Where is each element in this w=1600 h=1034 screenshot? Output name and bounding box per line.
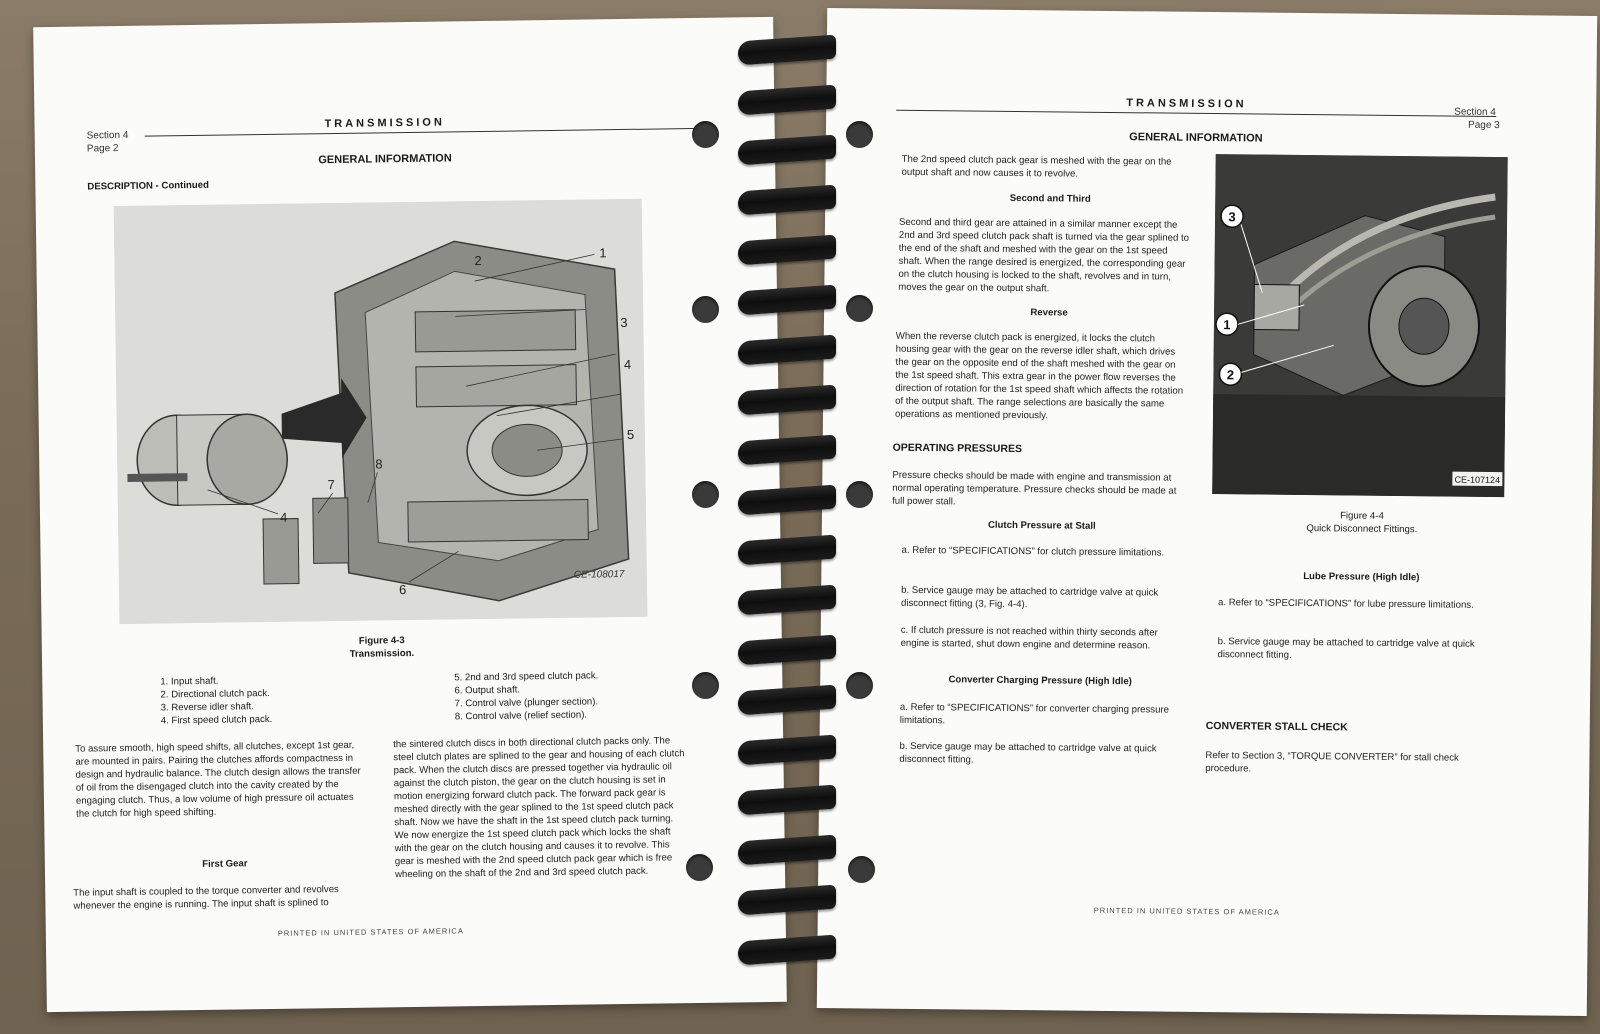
binding-coil (738, 688, 836, 712)
footer: PRINTED IN UNITED STATES OF AMERICA (1093, 905, 1280, 917)
paragraph-reverse: When the reverse clutch pack is energized, it locks the clutch housing gear with the gear on the reverse idler shaft, which drives the gear on the opposite end of the shaft meshed with the gear on the 1st speed shaft. This extra gear in the power flow reverses the direction of rotation for the 1st speed shaft which affects the rotation of the output shaft. The range selections are basically the same operations as mentioned previously. (894, 330, 1184, 422)
punch-hole (692, 672, 719, 699)
photo-code: CE-107124 (1454, 474, 1501, 486)
callout-1: 1 (599, 245, 607, 261)
transmission-illustration (114, 199, 648, 624)
stall-check-text: Refer to Section 3, “TORQUE CONVERTER” for stall check procedure. (1205, 749, 1459, 775)
callout-4b: 4 (279, 509, 288, 525)
header-title: TRANSMISSION (1126, 97, 1247, 111)
operating-pressures-heading: OPERATING PRESSURES (892, 441, 1023, 456)
binding-coil (738, 638, 836, 662)
punch-hole (846, 295, 873, 322)
figure-title: Quick Disconnect Fittings. (1306, 523, 1418, 536)
figure-title: Transmission. (349, 647, 415, 660)
photo-callout-2: 2 (1226, 367, 1235, 383)
lube-item-b: b. Service gauge may be attached to cartridge valve at quick disconnect fitting. (1217, 636, 1475, 661)
clutch-stall-heading: Clutch Pressure at Stall (987, 519, 1096, 532)
page-number: Page 3 (1468, 119, 1500, 132)
legend-item: 8. Control valve (relief section). (454, 709, 588, 723)
paragraph-clutches: To assure smooth, high speed shifts, all clutches, except 1st gear, are mounted in pairs. Pairing the clutches affords compactness in design and hydraulic balance. The clutch design allows the transfer of oil from the disengaged clutch into the cavity created by the engaging clutch. Thus, a low volume of high pressure oil actuates the clutch for high speed shifting. (75, 739, 361, 820)
legend-item: 4. First speed clutch pack. (160, 713, 273, 727)
callout-4a: 4 (623, 356, 632, 372)
legend-col2 (454, 669, 599, 723)
binding-coil (738, 238, 836, 262)
legend-col1 (160, 674, 272, 728)
punch-hole (846, 121, 873, 148)
binding-coil (738, 388, 836, 412)
callout-5: 5 (626, 426, 635, 442)
binding-coil (738, 788, 836, 812)
header-rule (896, 110, 1496, 117)
binding-coil (738, 38, 836, 62)
quick-disconnect-photo (1212, 154, 1508, 497)
reverse-heading: Reverse (1030, 307, 1068, 319)
figure-caption: Figure 4-3 (358, 635, 405, 647)
figure-code: CE-108017 (573, 569, 625, 581)
binding-coil (738, 738, 836, 762)
quick-disconnect-illustration (1212, 154, 1508, 497)
converter-item-a: a. Refer to “SPECIFICATIONS” for converter charging pressure limitations. (899, 701, 1170, 727)
punch-hole (848, 856, 875, 883)
lube-heading: Lube Pressure (High Idle) (1303, 571, 1420, 584)
left-page (33, 17, 787, 1012)
figure-caption: Figure 4-4 (1340, 510, 1384, 522)
binding-coil (738, 138, 836, 162)
stall-check-heading: CONVERTER STALL CHECK (1205, 719, 1348, 734)
paragraph-2nd-speed: The 2nd speed clutch pack gear is meshed with the gear on the output shaft and now causes it to revolve. (901, 153, 1172, 180)
binding-coil (738, 588, 836, 612)
legend-item: 7. Control valve (plunger section). (454, 696, 599, 710)
paragraph-pressure-checks: Pressure checks should be made with engine and transmission at normal operating temperature. Pressure checks should be made at full power stall. (892, 469, 1177, 508)
callout-2: 2 (474, 252, 482, 269)
callout-7: 7 (327, 477, 335, 493)
header-rule (145, 128, 710, 137)
header-title: TRANSMISSION (324, 116, 445, 131)
converter-heading: Converter Charging Pressure (High Idle) (948, 674, 1132, 688)
paragraph-clutch-discs: the sintered clutch discs in both directional clutch packs only. The steel clutch plates are splined to the gear and housing of each clutch pack. When the clutch discs are pressed together via hydraulic oil against the clutch piston, the gear on the clutch housing is set in motion energizing forward clutch pack. The forward pack gear is meshed directly with the gear splined to the 1st speed clutch pack shaft. Now we have the shaft in the 1st speed clutch pack turning. We now energize the 1st speed clutch pack which locks the shaft with the gear on the clutch housing and causes it to revolve. This gear is meshed with the 2nd speed clutch pack gear which is free wheeling on the shaft of the 2nd and 3rd speed clutch pack. (393, 735, 685, 881)
binding-coil (738, 288, 836, 312)
legend-item: 1. Input shaft. (160, 675, 219, 688)
section-label: Section 4 (86, 129, 129, 142)
lube-item-a: a. Refer to “SPECIFICATIONS” for lube pressure limitations. (1217, 597, 1474, 611)
callout-6: 6 (398, 582, 407, 598)
punch-hole (692, 296, 719, 323)
binding-coil (738, 338, 836, 362)
binding-coil (738, 838, 836, 862)
binding-coil (738, 88, 836, 112)
legend-item: 2. Directional clutch pack. (160, 687, 270, 701)
clutch-item-c: c. If clutch pressure is not reached within thirty seconds after engine is started, shut down engine and determine reason. (900, 624, 1158, 652)
callout-3: 3 (620, 314, 628, 331)
second-third-heading: Second and Third (1009, 192, 1091, 205)
binding-coil (738, 888, 836, 912)
binding-coil (738, 938, 836, 962)
legend-item: 3. Reverse idler shaft. (160, 701, 255, 714)
callout-8: 8 (375, 456, 383, 472)
punch-hole (846, 672, 873, 699)
section-label: Section 4 (1454, 106, 1496, 119)
first-gear-heading: First Gear (202, 858, 248, 870)
binding-coil (738, 488, 836, 512)
right-page (817, 8, 1597, 1016)
section-heading: GENERAL INFORMATION (1129, 131, 1263, 145)
transmission-figure (114, 199, 648, 624)
photo-callout-1: 1 (1223, 317, 1231, 333)
punch-hole (692, 121, 719, 148)
photo-callout-3: 3 (1228, 209, 1236, 225)
binding-coil (738, 538, 836, 562)
page-number: Page 2 (86, 143, 119, 155)
punch-hole (686, 854, 713, 881)
legend-item: 6. Output shaft. (454, 684, 521, 697)
converter-item-b: b. Service gauge may be attached to cartridge valve at quick disconnect fitting. (899, 740, 1157, 766)
paragraph-second-third: Second and third gear are attained in a similar manner except the 2nd and 3rd speed clutch pack shaft is turned via the gear splined to the end of the shaft and meshed with the gear on the 1st speed shaft. When the range desired is energized, the corresponding gear on the clutch housing is locked to the shaft, revolves and in turn, moves the gear on the output shaft. (898, 216, 1190, 295)
paragraph-input-shaft: The input shaft is coupled to the torque converter and revolves whenever the engine is running. The input shaft is splined to (73, 884, 339, 912)
clutch-item-b: b. Service gauge may be attached to cartridge valve at quick disconnect fitting (3, Fig. 4-4). (900, 584, 1159, 611)
footer: PRINTED IN UNITED STATES OF AMERICA (277, 926, 464, 938)
punch-hole (692, 481, 719, 508)
section-heading: GENERAL INFORMATION (318, 152, 452, 167)
subheading: DESCRIPTION - Continued (87, 179, 209, 193)
legend-item: 5. 2nd and 3rd speed clutch pack. (454, 670, 599, 684)
clutch-item-a: a. Refer to “SPECIFICATIONS” for clutch pressure limitations. (901, 544, 1165, 559)
binding-coil (738, 438, 836, 462)
binding-coil (738, 188, 836, 212)
punch-hole (846, 481, 873, 508)
